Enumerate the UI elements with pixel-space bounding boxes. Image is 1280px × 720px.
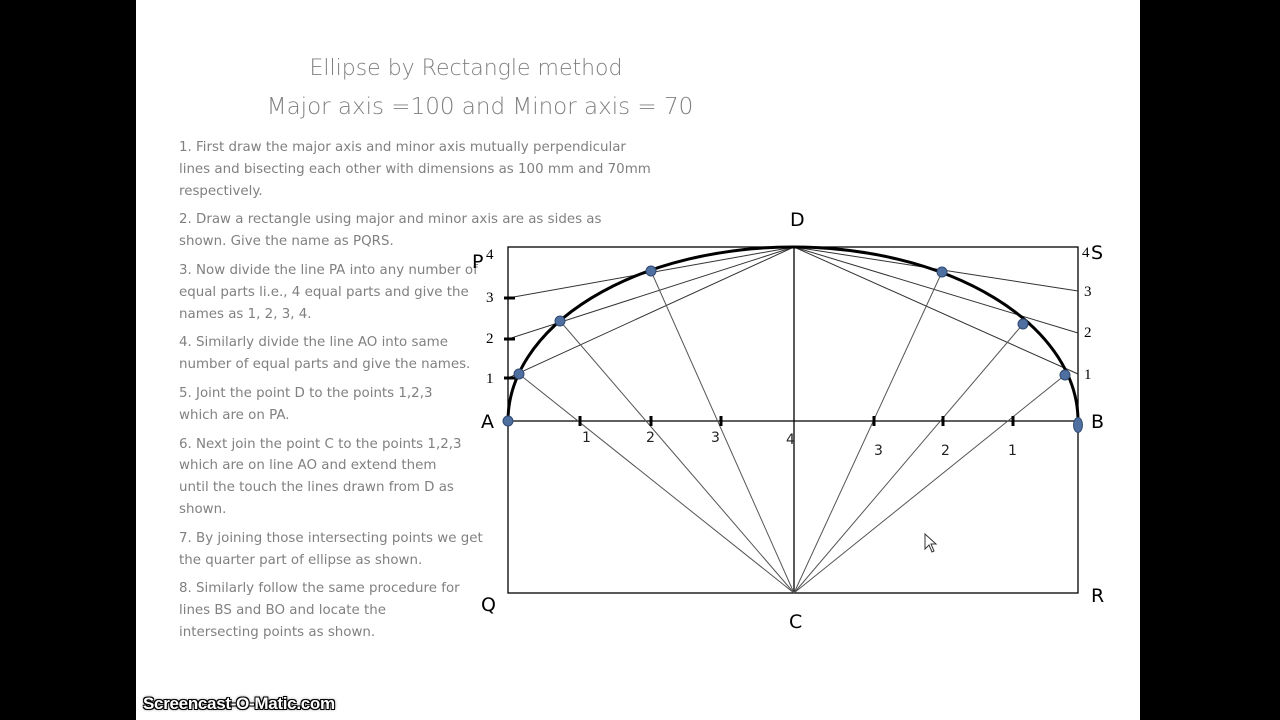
ellipse-curve [508,247,1078,421]
point-left-3 [646,266,656,276]
pa-num-3: 3 [486,290,494,306]
label-s: S [1091,242,1104,264]
pa-division-ticks [504,298,515,378]
point-left-1 [514,369,524,379]
point-right-1 [1060,370,1070,380]
ao-num-3: 3 [711,430,720,446]
watermark: Screencast-O-Matic.com [143,694,335,713]
label-p: P [472,251,484,273]
pa-num-4: 4 [486,247,494,263]
ao-num-4: 4 [786,432,795,448]
label-b: B [1091,411,1105,433]
label-c: C [789,611,803,633]
bs-num-1: 1 [1084,367,1092,383]
point-left-2 [555,316,565,326]
step-1: 1. First draw the major axis and minor axis mutually perpendicular lines and bisecting each other with dimensions as 100 mm and 70mm respectively. [179,140,651,199]
ellipse-points [503,266,1083,433]
bs-num-3: 3 [1084,284,1092,300]
step-5: 5. Joint the point D to the points 1,2,3 which are on PA. [179,385,433,423]
construction-lines-from-d [508,247,1078,378]
bo-num-2: 2 [941,443,950,459]
step-6: 6. Next join the point C to the points 1,2,3 which are on line AO and extend them until the touch the lines drawn from D as shown. [179,436,462,517]
label-a: A [481,411,494,433]
slide-title: Ellipse by Rectangle method [309,56,623,81]
bo-num-1: 1 [1008,443,1017,459]
bs-num-2: 2 [1084,325,1092,341]
ao-num-1: 1 [582,430,591,446]
slide-subtitle: Major axis =100 and Minor axis = 70 [266,94,694,120]
rectangle-pqrs [508,247,1078,593]
point-a [503,416,513,426]
mouse-cursor-icon [924,533,940,555]
step-8: 8. Similarly follow the same procedure for lines BS and BO and locate the intersecting points as shown. [179,581,460,640]
bo-num-3: 3 [874,443,883,459]
bs-num-4: 4 [1082,245,1090,261]
label-q: Q [481,594,496,616]
ao-num-2: 2 [646,430,655,446]
step-7: 7. By joining those intersecting points we get the quarter part of ellipse as shown. [179,530,483,568]
point-right-2 [1018,319,1028,329]
label-r: R [1091,585,1105,607]
pa-num-2: 2 [486,331,494,347]
point-right-3 [937,267,947,277]
pa-num-1: 1 [486,371,494,387]
step-4: 4. Similarly divide the line AO into same number of equal parts and give the names. [179,335,471,373]
label-d: D [790,209,805,231]
step-3: 3. Now divide the line PA into any number of equal parts li.e., 4 equal parts and give the names as 1, 2, 3, 4. [179,262,478,322]
point-b [1074,418,1083,433]
step-2: 2. Draw a rectangle using major and minor axis are as sides as shown. Give the name as PQRS. [179,212,602,250]
